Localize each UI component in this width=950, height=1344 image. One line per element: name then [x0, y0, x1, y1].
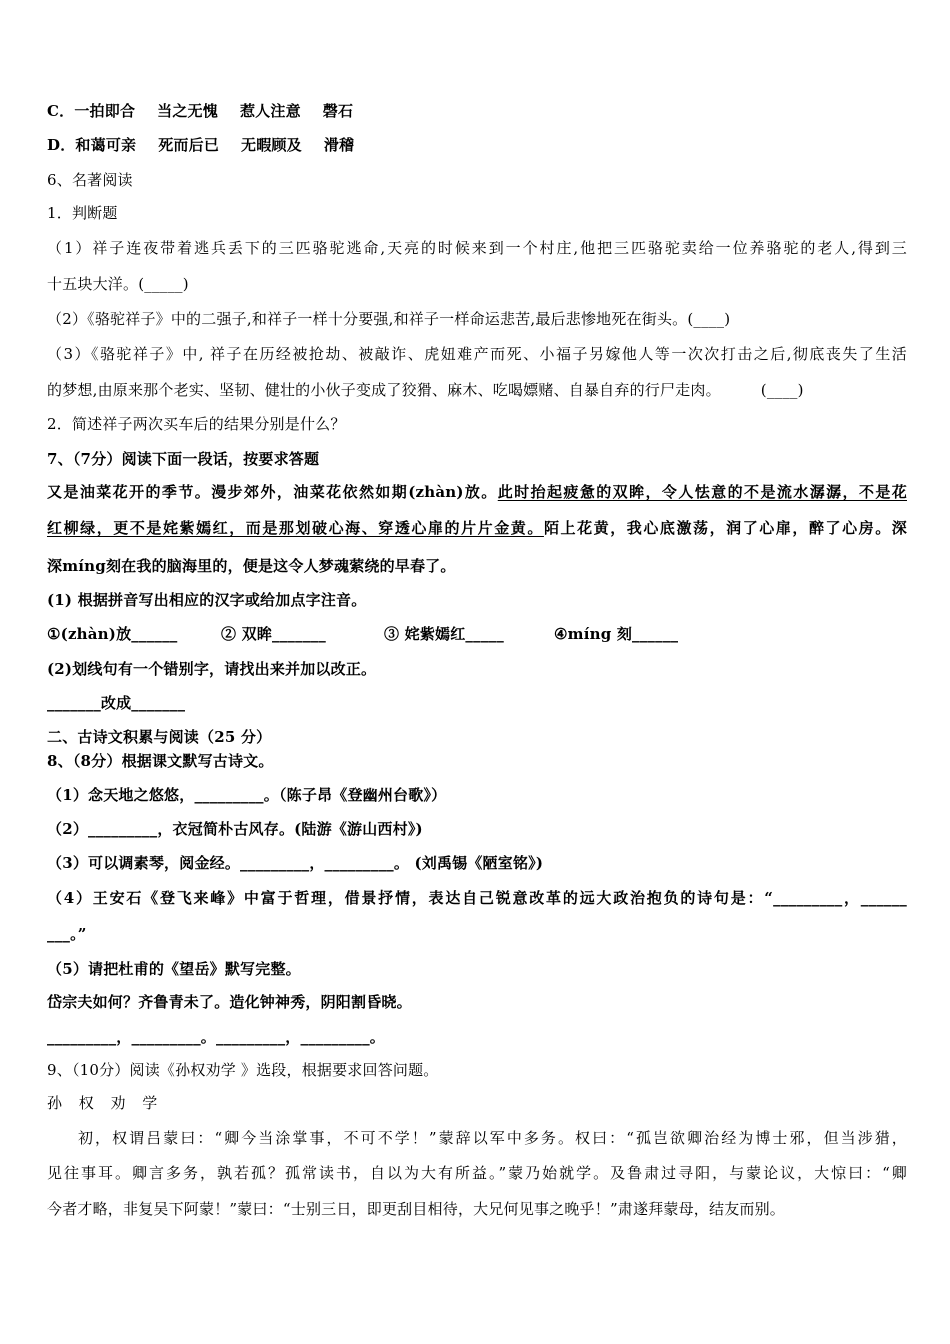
option-d-word: 死而后已 [158, 136, 220, 154]
option-d-row [47, 135, 907, 155]
q6-item3-blank: (____) [760, 381, 804, 399]
q7-sub2: (2)划线句有一个错别字，请找出来并加以改正。 [47, 660, 377, 678]
q9-heading: 9、（10分）阅读《孙权劝学 》选段，根据要求回答问题。 [47, 1061, 439, 1079]
q7-passage-plain: 陌上花黄，我心底激荡，润了心扉，醉了心房。深 [543, 519, 907, 537]
q9-text-line: 见往事耳。卿言多务，孰若孤？孤常读书，自以为大有所益。”蒙乃始就学。及鲁肃过寻阳，与蒙论议，大惊曰：“卿 [47, 1164, 907, 1182]
q8-item: （3）可以调素琴，阅金经。_________，_________。 (刘禹锡《陋室铭》) [47, 854, 544, 872]
q6-item1-line2: 十五块大洋。(_____) [47, 275, 189, 293]
q7-sub1-items [47, 624, 907, 644]
option-c-word: 惹人注意 [239, 102, 301, 120]
q8-item: （1）念天地之悠悠，_________。（陈子昂《登幽州台歌》） [47, 786, 447, 804]
q7-passage-line2 [47, 518, 907, 538]
q7-sub1: (1) 根据拼音写出相应的汉字或给加点字注音。 [47, 591, 367, 609]
option-c-word: 一拍即合 [74, 102, 136, 120]
q6-item3-line2-text: 的梦想,由原来那个老实、坚韧、健壮的小伙子变成了狡猾、麻木、吃喝嫖赌、自暴自弃的行尸走肉。 [47, 381, 721, 399]
q7-sub1-item: ② 双眸_______ [221, 625, 326, 643]
q6-item3-line2 [47, 380, 907, 400]
option-c-letter: C． [47, 102, 75, 120]
option-d-word: 和蔼可亲 [75, 136, 137, 154]
q7-passage-underlined: 红柳绿，更不是姹紫嫣红，而是那划破心海、穿透心扉的片片金黄。 [47, 519, 544, 537]
option-c-word: 磬石 [322, 102, 354, 120]
q7-passage-plain: 又是油菜花开的季节。漫步郊外，油菜花依然如期(zhàn)放。 [47, 483, 498, 501]
q7-sub2-answer: _______改成_______ [47, 694, 186, 712]
option-d-word: 滑稽 [323, 136, 355, 154]
q7-sub1-item: ③ 姹紫嫣红_____ [384, 625, 504, 643]
q9-title: 孙 权 劝 学 [47, 1094, 164, 1112]
q7-passage-line1 [47, 482, 907, 502]
q7-sub1-item: ④míng 刻______ [554, 625, 679, 643]
q8-item: （4）王安石《登飞来峰》中富于哲理，借景抒情，表达自己锐意改革的远大政治抱负的诗句是：“_________，______ [47, 889, 907, 907]
option-d-word: 无暇顾及 [241, 136, 302, 154]
q7-passage-underlined: 此时抬起疲惫的双眸，令人怯意的不是流水潺潺，不是花 [497, 483, 907, 501]
q6-part1-title: 1．判断题 [47, 204, 118, 222]
option-d-letter: D． [47, 136, 76, 154]
q6-part2: 2．简述祥子两次买车后的结果分别是什么？ [47, 415, 346, 433]
q8-item: ___。” [47, 925, 87, 943]
q9-text-line: 初，权谓吕蒙曰：“卿今当涂掌事，不可不学！”蒙辞以军中多务。权曰：“孤岂欲卿治经为博士邪，但当涉猎， [78, 1129, 907, 1147]
q6-item3-line1: （3）《骆驼祥子》中, 祥子在历经被抢劫、被敲诈、虎妞难产而死、小福子另嫁他人等一次次打击之后,彻底丧失了生活 [47, 345, 907, 363]
q6-heading: 6、名著阅读 [47, 171, 133, 189]
q7-heading: 7、（7分）阅读下面一段话，按要求答题 [47, 450, 320, 468]
q8-item: _________，_________。_________，_________。 [47, 1028, 386, 1046]
q6-item1-line1: （1）祥子连夜带着逃兵丢下的三匹骆驼逃命,天亮的时候来到一个村庄,他把三匹骆驼卖给一位养骆驼的老人,得到三 [47, 239, 907, 257]
q7-passage-line3: 深míng刻在我的脑海里的，便是这令人梦魂萦绕的早春了。 [47, 557, 456, 575]
q8-item: （2）_________，衣冠简朴古风存。(陆游《游山西村》) [47, 820, 423, 838]
option-c-row [47, 101, 907, 121]
section2-heading: 二、古诗文积累与阅读（25 分） [47, 728, 272, 746]
q8-item: （5）请把杜甫的《望岳》默写完整。 [47, 960, 301, 978]
q6-item2: （2）《骆驼祥子》中的二强子,和祥子一样十分要强,和祥子一样命运悲苦,最后悲惨地死在街头。(____) [47, 310, 731, 328]
q8-heading: 8、（8分）根据课文默写古诗文。 [47, 752, 274, 770]
q8-item: 岱宗夫如何？齐鲁青未了。造化钟神秀，阴阳割昏晓。 [47, 993, 412, 1011]
q9-text-line: 今者才略，非复吴下阿蒙！”蒙曰：“士别三日，即更刮目相待，大兄何见事之晚乎！”肃遂拜蒙母，结友而别。 [47, 1200, 786, 1218]
q7-sub1-item: ①(zhàn)放______ [47, 625, 178, 643]
option-c-word: 当之无愧 [157, 102, 218, 120]
